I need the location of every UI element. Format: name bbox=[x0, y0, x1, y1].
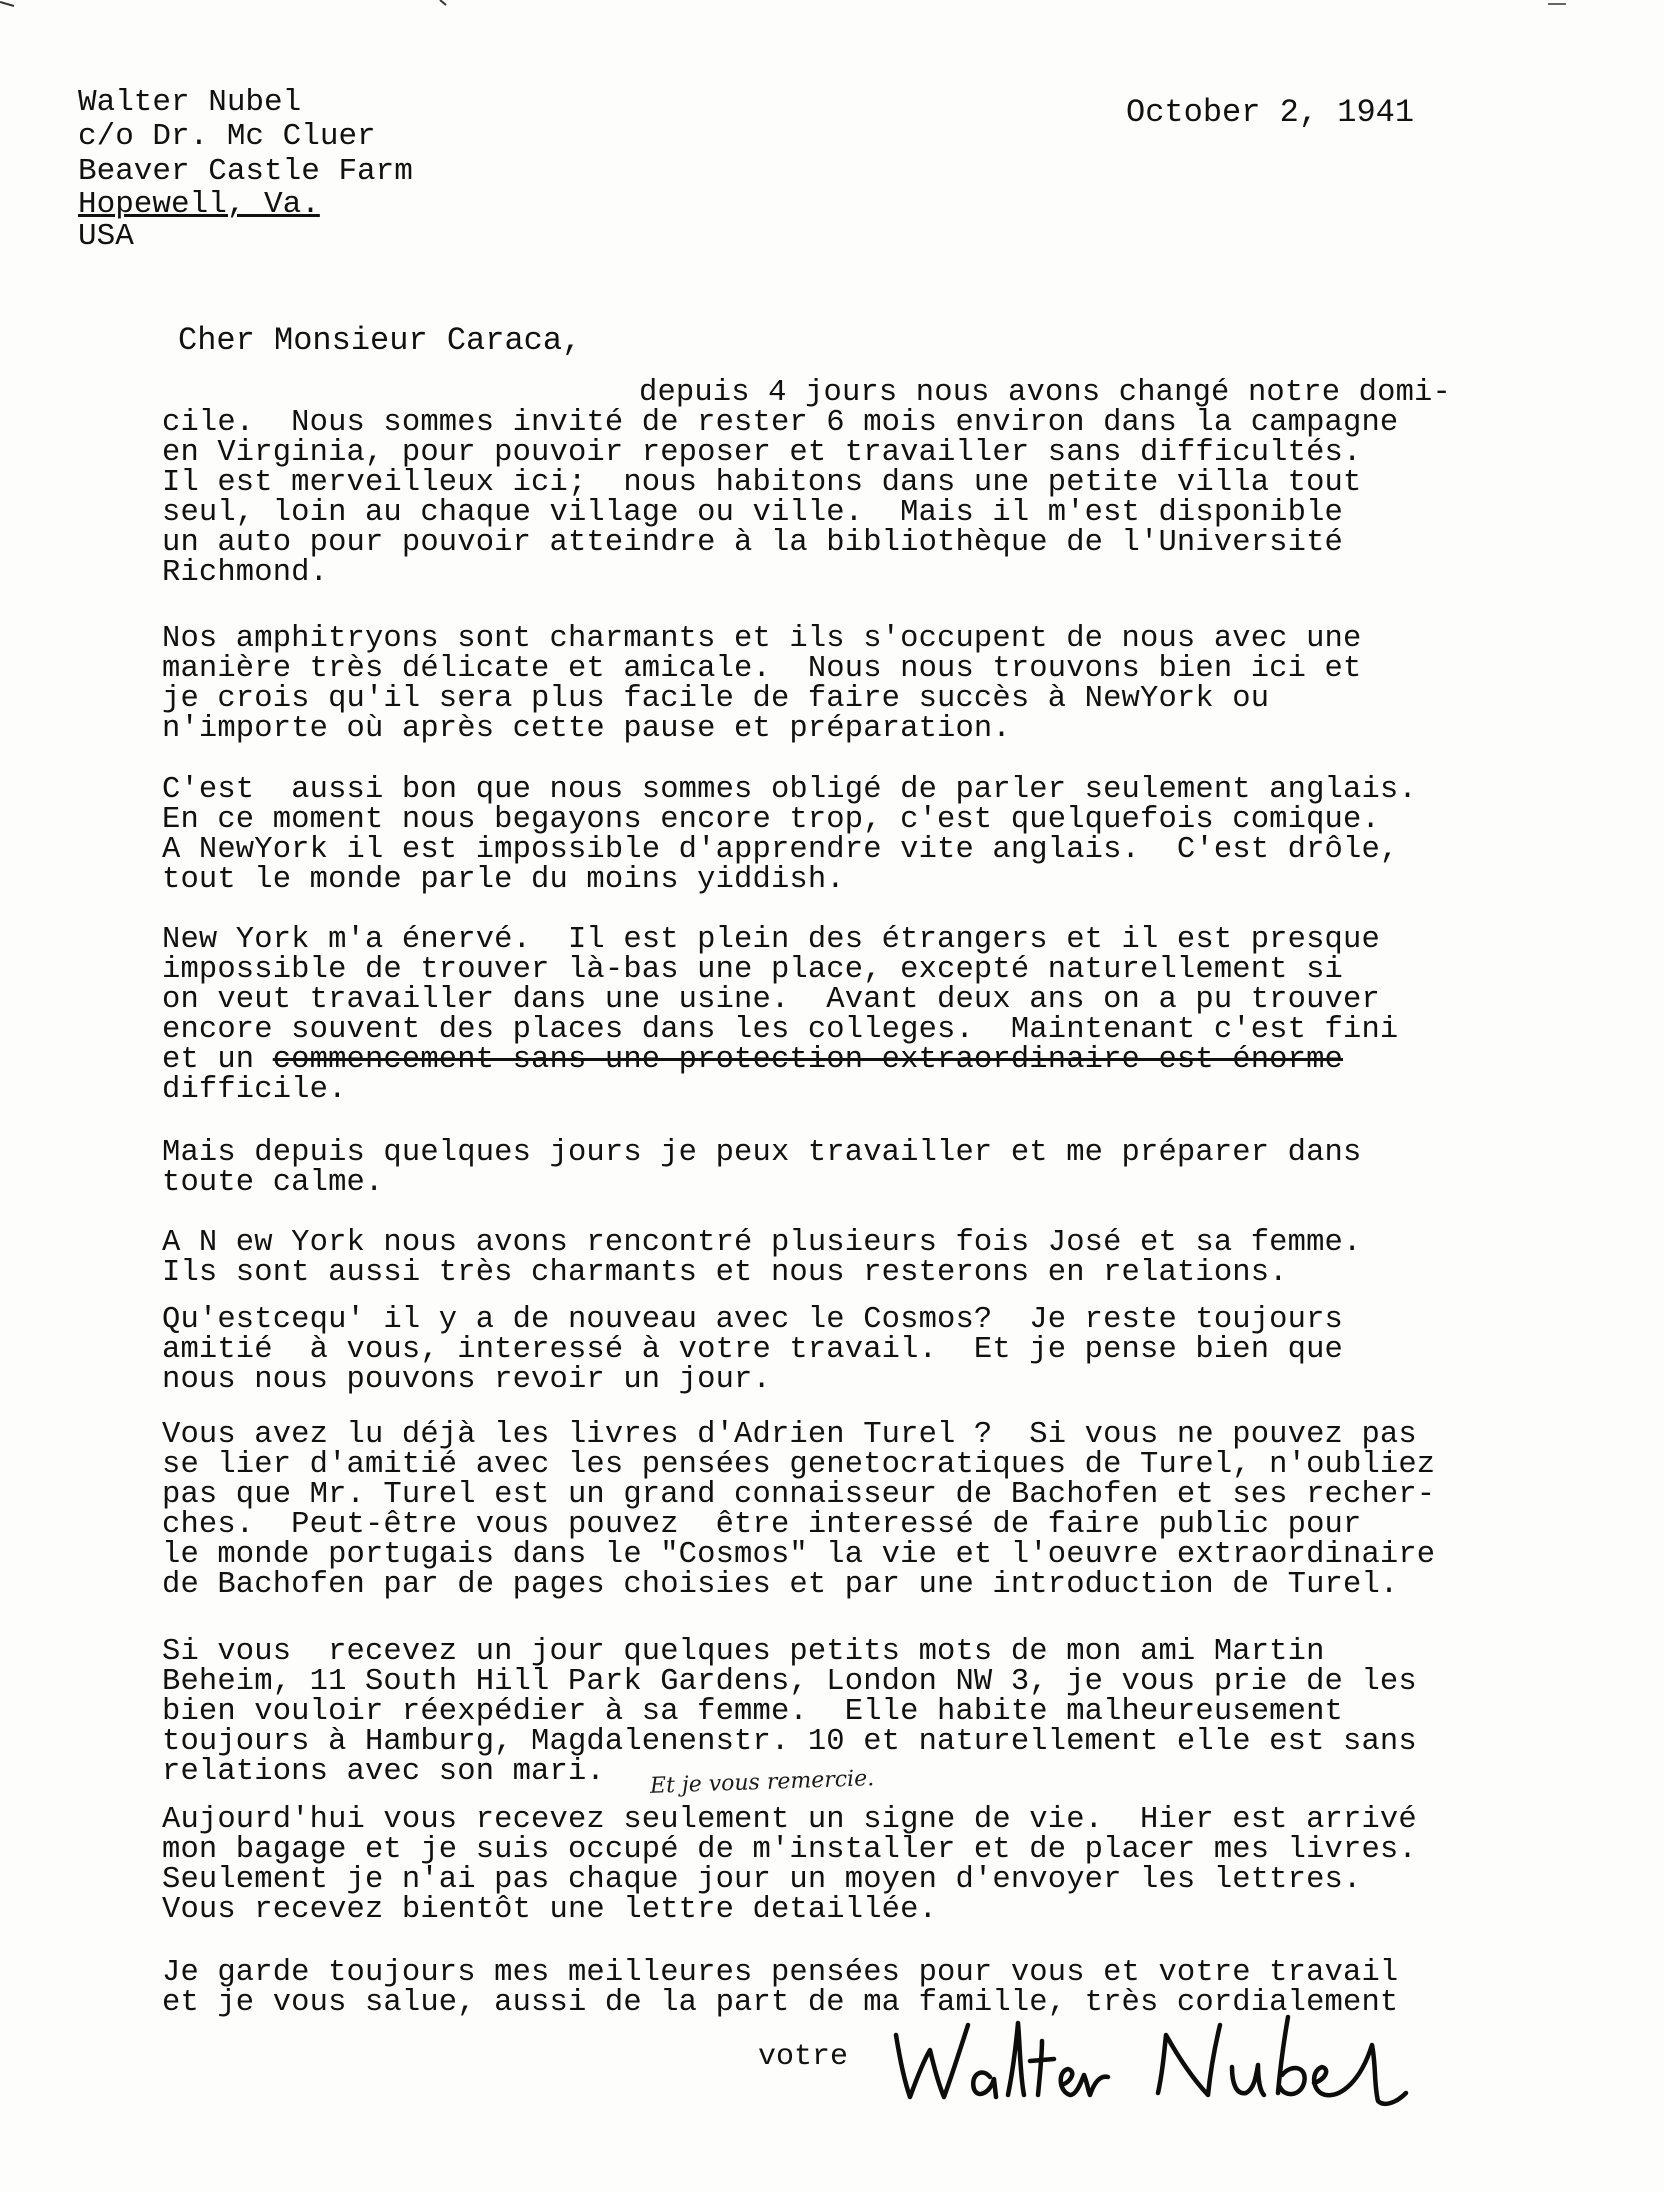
paragraph-line: en Virginia, pour pouvoir reposer et travailler sans difficultés. bbox=[162, 436, 1362, 470]
struck-line-plain: et un bbox=[162, 1043, 273, 1077]
paragraph-line: de Bachofen par de pages choisies et par une introduction de Turel. bbox=[162, 1568, 1399, 1602]
paragraph-line: Si vous recevez un jour quelques petits mots de mon ami Martin bbox=[162, 1635, 1325, 1669]
scan-edge-marks bbox=[0, 0, 1664, 12]
salutation: Cher Monsieur Caraca, bbox=[178, 322, 582, 359]
struck-out-text: commencement sans une protection extraordinaire est énorme bbox=[272, 1043, 1343, 1077]
handwritten-note: Et je vous remercie. bbox=[649, 1766, 875, 1799]
paragraph-line: se lier d'amitié avec les pensées genetocratiques de Turel, n'oubliez bbox=[162, 1448, 1436, 1482]
signature bbox=[890, 2005, 1410, 2110]
paragraph-line: Vous avez lu déjà les livres d'Adrien Turel ? Si vous ne pouvez pas bbox=[162, 1418, 1417, 1452]
paragraph-line: Beheim, 11 South Hill Park Gardens, London NW 3, je vous prie de les bbox=[162, 1665, 1417, 1699]
paragraph-line: seul, loin au chaque village ou ville. Mais il m'est disponible bbox=[162, 496, 1343, 530]
paragraph-line: A NewYork il est impossible d'apprendre vite anglais. C'est drôle, bbox=[162, 833, 1399, 867]
paragraph-line: nous nous pouvons revoir un jour. bbox=[162, 1363, 771, 1397]
paragraph-line: Nos amphitryons sont charmants et ils s'occupent de nous avec une bbox=[162, 622, 1362, 656]
paragraph-line: on veut travailler dans une usine. Avant deux ans on a pu trouver bbox=[162, 983, 1380, 1017]
paragraph-line: Ils sont aussi très charmants et nous resterons en relations. bbox=[162, 1256, 1288, 1290]
paragraph-line: Seulement je n'ai pas chaque jour un moyen d'envoyer les lettres. bbox=[162, 1863, 1362, 1897]
paragraph-6 bbox=[162, 1228, 1552, 1288]
paragraph-line: bien vouloir réexpédier à sa femme. Elle habite malheureusement bbox=[162, 1695, 1343, 1729]
paragraph-line: Vous recevez bientôt une lettre detaillée. bbox=[162, 1893, 938, 1927]
paragraph-line: Aujourd'hui vous recevez seulement un signe de vie. Hier est arrivé bbox=[162, 1803, 1417, 1837]
paragraph-7 bbox=[162, 1305, 1552, 1395]
paragraph-4 bbox=[162, 925, 1552, 1105]
sender-town: Hopewell, Va. bbox=[78, 187, 320, 222]
paragraph-line: un auto pour pouvoir atteindre à la bibliothèque de l'Université bbox=[162, 526, 1343, 560]
paragraph-line: toute calme. bbox=[162, 1166, 384, 1200]
paragraph-line: tout le monde parle du moins yiddish. bbox=[162, 863, 845, 897]
paragraph-line: manière très délicate et amicale. Nous nous trouvons bien ici et bbox=[162, 652, 1362, 686]
paragraph-2 bbox=[162, 624, 1552, 744]
paragraph-line: C'est aussi bon que nous sommes obligé de parler seulement anglais. bbox=[162, 773, 1417, 807]
paragraph-line: et je vous salue, aussi de la part de ma famille, très cordialement bbox=[162, 1986, 1399, 2020]
sender-farm: Beaver Castle Farm bbox=[78, 154, 413, 189]
paragraph-line: toujours à Hamburg, Magdalenenstr. 10 et naturellement elle est sans bbox=[162, 1725, 1417, 1759]
paragraph-line: A N ew York nous avons rencontré plusieurs fois José et sa femme. bbox=[162, 1226, 1362, 1260]
paragraph-line: impossible de trouver là-bas une place, excepté naturellement si bbox=[162, 953, 1343, 987]
paragraph-10 bbox=[162, 1805, 1552, 1925]
paragraph-line: pas que Mr. Turel est un grand connaisseur de Bachofen et ses recher- bbox=[162, 1478, 1436, 1512]
paragraph-line: encore souvent des places dans les colleges. Maintenant c'est fini bbox=[162, 1013, 1399, 1047]
paragraph-line: Il est merveilleux ici; nous habitons dans une petite villa tout bbox=[162, 466, 1362, 500]
paragraph-line: le monde portugais dans le "Cosmos" la vie et l'oeuvre extraordinaire bbox=[162, 1538, 1436, 1572]
paragraph-9 bbox=[162, 1637, 1552, 1787]
sender-name: Walter Nubel bbox=[78, 85, 302, 120]
paragraph-line: difficile. bbox=[162, 1073, 347, 1107]
closing-word: votre bbox=[758, 2040, 849, 2074]
paragraph-line: En ce moment nous begayons encore trop, c'est quelquefois comique. bbox=[162, 803, 1380, 837]
paragraph-line: mon bagage et je suis occupé de m'installer et de placer mes livres. bbox=[162, 1833, 1417, 1867]
paragraph-line: Qu'estcequ' il y a de nouveau avec le Cosmos? Je reste toujours bbox=[162, 1303, 1343, 1337]
paragraph-line: relations avec son mari. bbox=[162, 1755, 605, 1789]
paragraph-5 bbox=[162, 1138, 1552, 1198]
paragraph-line: je crois qu'il sera plus facile de faire succès à NewYork ou bbox=[162, 682, 1270, 716]
sender-country: USA bbox=[78, 219, 134, 254]
paragraph-line: depuis 4 jours nous avons changé notre domi- bbox=[639, 376, 1451, 410]
letter-date: October 2, 1941 bbox=[1126, 94, 1415, 131]
paragraph-line: cile. Nous sommes invité de rester 6 mois environ dans la campagne bbox=[162, 406, 1399, 440]
paragraph-line: Richmond. bbox=[162, 556, 329, 590]
sender-care-of: c/o Dr. Mc Cluer bbox=[78, 119, 376, 154]
paragraph-line: Mais depuis quelques jours je peux travailler et me préparer dans bbox=[162, 1136, 1362, 1170]
paragraph-line: ches. Peut-être vous pouvez être interessé de faire public pour bbox=[162, 1508, 1362, 1542]
paragraph-1 bbox=[162, 378, 1552, 588]
paragraph-line: amitié à vous, interessé à votre travail. Et je pense bien que bbox=[162, 1333, 1343, 1367]
paragraph-line: n'importe où après cette pause et préparation. bbox=[162, 712, 1011, 746]
paragraph-3 bbox=[162, 775, 1552, 895]
paragraph-line: New York m'a énervé. Il est plein des étrangers et il est presque bbox=[162, 923, 1380, 957]
paragraph-8 bbox=[162, 1420, 1552, 1600]
struck-line bbox=[162, 1045, 1552, 1075]
paragraph-line: Je garde toujours mes meilleures pensées pour vous et votre travail bbox=[162, 1956, 1399, 1990]
